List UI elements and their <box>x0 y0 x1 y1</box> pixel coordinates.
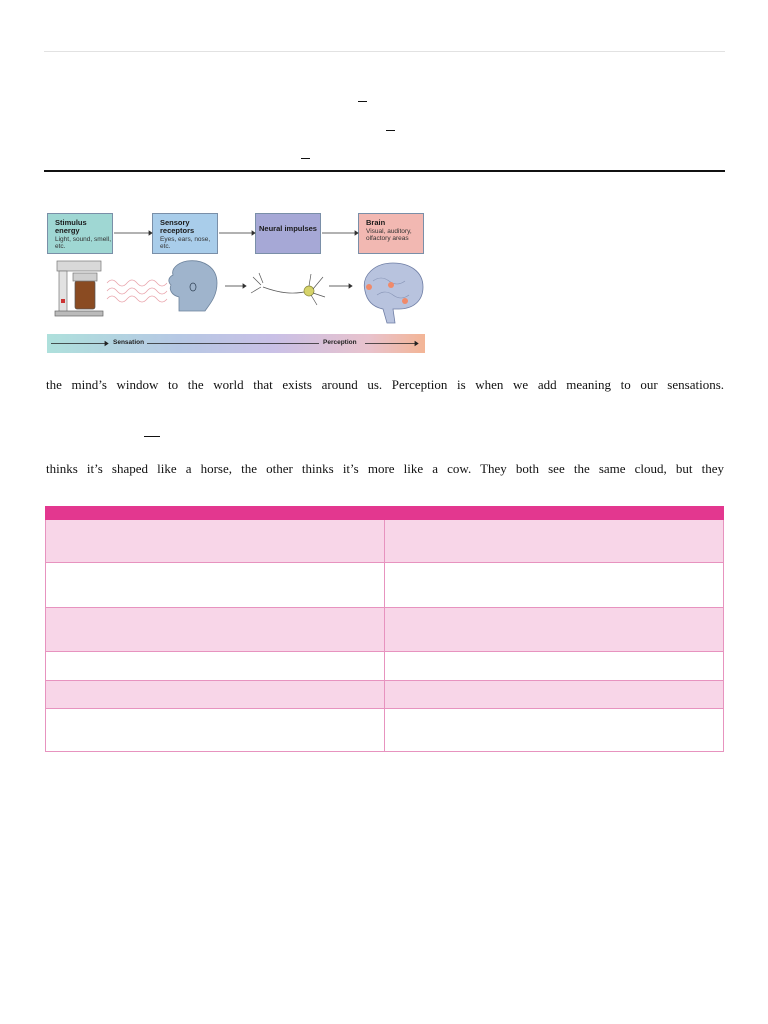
sensation-perception-bar <box>47 334 425 353</box>
box-subtitle: Eyes, ears, nose, etc. <box>160 236 211 250</box>
comparison-table <box>45 506 724 752</box>
section-rule <box>44 170 725 172</box>
table-cell <box>46 709 385 751</box>
table-row <box>45 563 724 608</box>
figure-illustration <box>47 211 425 333</box>
coffee-maker-icon <box>55 261 103 316</box>
box-title: Sensory receptors <box>160 218 195 235</box>
table-cell <box>385 709 723 751</box>
redacted-dash-4 <box>144 436 160 437</box>
perception-label: Perception <box>323 339 357 346</box>
table-row <box>45 652 724 681</box>
paragraph-line-1: the mind’s window to the world that exists around us. Perception is when we add meaning to our sensations. <box>46 377 724 392</box>
table-cell <box>46 652 385 680</box>
paragraph-line-2: thinks it’s shaped like a horse, the other thinks it’s more like a cow. They both see the same cloud, but they <box>46 461 724 476</box>
table-cell <box>385 608 723 651</box>
box-subtitle: Light, sound, smell, etc. <box>55 236 112 250</box>
table-cell <box>46 520 385 562</box>
redacted-dash-2 <box>386 130 395 131</box>
box-subtitle: Visual, auditory, olfactory areas <box>366 228 412 242</box>
sensation-label: Sensation <box>113 339 145 346</box>
table-row <box>45 520 724 563</box>
box-title: Neural impulses <box>259 224 317 233</box>
bar-arrows <box>47 334 425 353</box>
box-title: Brain <box>366 218 386 227</box>
box-title: Stimulus energy <box>55 218 87 235</box>
table-cell <box>385 520 723 562</box>
table-header <box>45 506 724 520</box>
brain-icon <box>364 263 423 323</box>
table-cell <box>46 608 385 651</box>
human-head-icon <box>169 261 217 311</box>
redacted-dash-1 <box>358 101 367 102</box>
table-cell <box>385 652 723 680</box>
table-cell <box>46 563 385 607</box>
table-row <box>45 681 724 709</box>
top-divider <box>44 51 725 52</box>
neuron-icon <box>251 273 325 305</box>
table-cell <box>385 681 723 708</box>
table-cell <box>46 681 385 708</box>
redacted-dash-3 <box>301 158 310 159</box>
sensation-perception-figure <box>47 211 425 354</box>
table-row <box>45 608 724 652</box>
table-cell <box>385 563 723 607</box>
table-row <box>45 709 724 752</box>
